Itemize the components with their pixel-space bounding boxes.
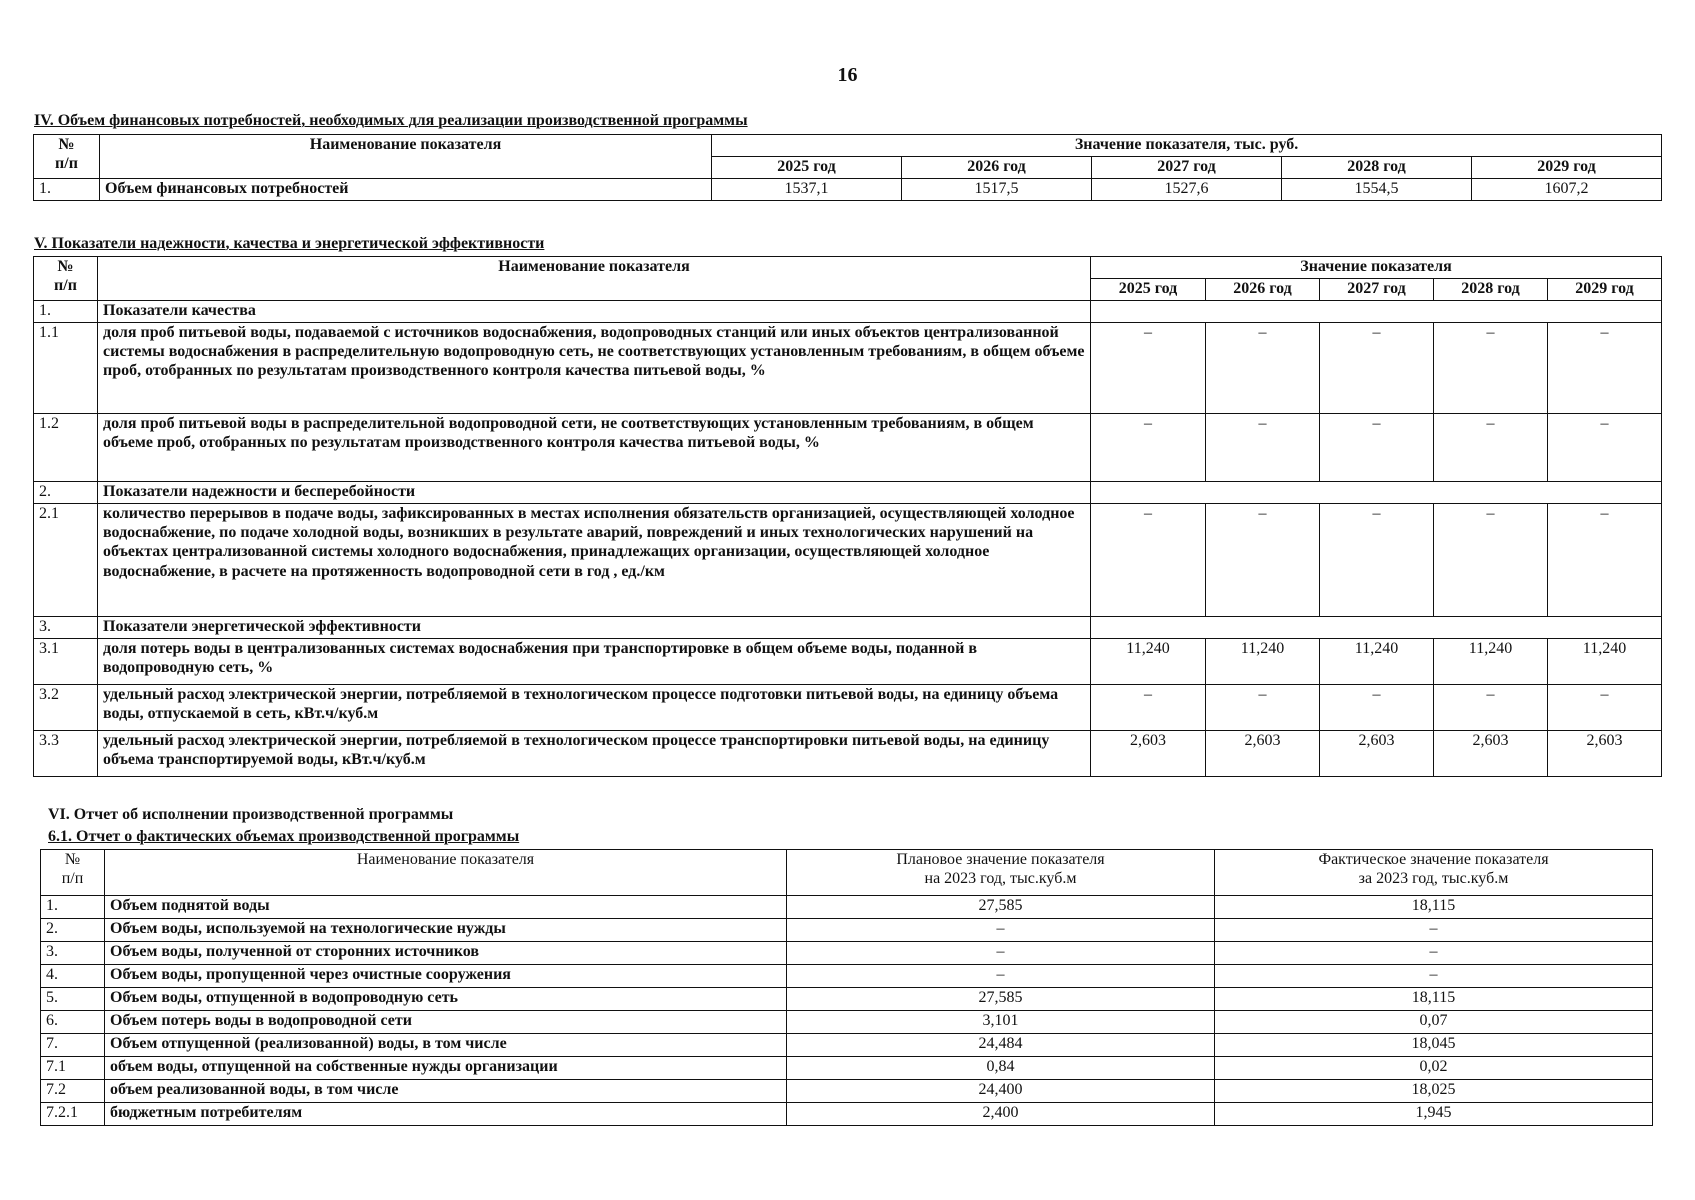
row-number: 1.2 <box>34 414 98 482</box>
row-empty <box>1091 482 1662 504</box>
row-value: 1537,1 <box>712 179 902 201</box>
row-value: – <box>1548 685 1662 731</box>
row-name: Объем воды, используемой на технологические нужды <box>105 919 787 942</box>
row-name: Показатели качества <box>98 301 1091 323</box>
table-row-group <box>34 482 1662 504</box>
row-name: Объем воды, полученной от сторонних источников <box>105 942 787 965</box>
section-6-title: VI. Отчет об исполнении производственной программы <box>48 806 454 823</box>
table-row <box>34 639 1662 685</box>
row-name: бюджетным потребителям <box>105 1103 787 1126</box>
table-row <box>34 504 1662 617</box>
row-value: – <box>1548 504 1662 617</box>
row-fact: 18,115 <box>1215 988 1653 1011</box>
report-table <box>40 849 1653 1126</box>
reliability-table <box>33 256 1662 777</box>
finance-col-name: Наименование показателя <box>100 135 712 179</box>
row-name: Объем отпущенной (реализованной) воды, в том числе <box>105 1034 787 1057</box>
table-row-group <box>34 301 1662 323</box>
row-empty <box>1091 617 1662 639</box>
row-name: удельный расход электрической энергии, потребляемой в технологическом процессе подготовки питьевой воды, на единицу объема воды, отпускаемой в сеть, кВт.ч/куб.м <box>98 685 1091 731</box>
row-value: – <box>1091 504 1206 617</box>
row-value: – <box>1091 323 1206 414</box>
table-row <box>41 919 1653 942</box>
row-value: 2,603 <box>1206 731 1320 777</box>
row-value: 2,603 <box>1548 731 1662 777</box>
row-number: 3. <box>34 617 98 639</box>
finance-year: 2027 год <box>1092 157 1282 179</box>
row-number: 3.1 <box>34 639 98 685</box>
row-plan: 27,585 <box>787 896 1215 919</box>
row-number: 2. <box>34 482 98 504</box>
row-value: 1517,5 <box>902 179 1092 201</box>
row-value: 2,603 <box>1434 731 1548 777</box>
table-row <box>41 896 1653 919</box>
section-5-title: V. Показатели надежности, качества и энергетической эффективности <box>34 235 545 252</box>
section-6-subtitle: 6.1. Отчет о фактических объемах производственной программы <box>48 828 520 845</box>
row-value: 11,240 <box>1434 639 1548 685</box>
row-value: 2,603 <box>1320 731 1434 777</box>
row-fact: – <box>1215 965 1653 988</box>
row-value: – <box>1206 504 1320 617</box>
table-row <box>34 179 1662 201</box>
finance-year: 2026 год <box>902 157 1092 179</box>
row-number: 5. <box>41 988 105 1011</box>
table-row <box>41 988 1653 1011</box>
row-number: 3. <box>41 942 105 965</box>
finance-year: 2029 год <box>1472 157 1662 179</box>
table-row <box>34 731 1662 777</box>
row-plan: – <box>787 942 1215 965</box>
row-value: – <box>1548 414 1662 482</box>
reliability-col-name: Наименование показателя <box>98 257 1091 301</box>
row-plan: 24,484 <box>787 1034 1215 1057</box>
row-value: – <box>1434 414 1548 482</box>
row-fact: 18,025 <box>1215 1080 1653 1103</box>
row-name: Объем поднятой воды <box>105 896 787 919</box>
table-row <box>41 965 1653 988</box>
report-col-no: № п/п <box>41 850 105 896</box>
reliability-year: 2026 год <box>1206 279 1320 301</box>
row-fact: 1,945 <box>1215 1103 1653 1126</box>
reliability-year: 2025 год <box>1091 279 1206 301</box>
row-value: – <box>1434 685 1548 731</box>
row-fact: 0,07 <box>1215 1011 1653 1034</box>
row-value: – <box>1434 323 1548 414</box>
table-row <box>41 1057 1653 1080</box>
row-number: 7. <box>41 1034 105 1057</box>
table-row <box>41 942 1653 965</box>
finance-col-no: № п/п <box>34 135 100 179</box>
row-value: – <box>1320 685 1434 731</box>
row-fact: 18,045 <box>1215 1034 1653 1057</box>
row-value: – <box>1091 414 1206 482</box>
row-value: – <box>1091 685 1206 731</box>
row-number: 7.1 <box>41 1057 105 1080</box>
report-col-name: Наименование показателя <box>105 850 787 896</box>
row-value: – <box>1320 414 1434 482</box>
row-name: Объем финансовых потребностей <box>100 179 712 201</box>
row-value: 11,240 <box>1548 639 1662 685</box>
row-value: – <box>1434 504 1548 617</box>
row-value: 1607,2 <box>1472 179 1662 201</box>
reliability-year: 2027 год <box>1320 279 1434 301</box>
finance-year: 2025 год <box>712 157 902 179</box>
row-number: 2.1 <box>34 504 98 617</box>
row-name: количество перерывов в подаче воды, зафиксированных в местах исполнения обязательств организацией, осуществляющей холодное водоснабжение, по подаче холодной воды, возникших в результате аварий, повреждений и иных технологических нарушений на объектах централизованной системы холодного водоснабжения, принадлежащих организации, осуществляющей холодное водоснабжение, в расчете на протяженность водопроводной сети в год , ед./км <box>98 504 1091 617</box>
row-name: Показатели энергетической эффективности <box>98 617 1091 639</box>
row-number: 7.2.1 <box>41 1103 105 1126</box>
row-plan: 2,400 <box>787 1103 1215 1126</box>
reliability-col-value: Значение показателя <box>1091 257 1662 279</box>
reliability-year: 2028 год <box>1434 279 1548 301</box>
row-number: 1. <box>41 896 105 919</box>
row-plan: 3,101 <box>787 1011 1215 1034</box>
table-row <box>34 414 1662 482</box>
row-value: 11,240 <box>1091 639 1206 685</box>
table-row <box>41 1080 1653 1103</box>
table-row-group <box>34 617 1662 639</box>
row-fact: 18,115 <box>1215 896 1653 919</box>
row-number: 2. <box>41 919 105 942</box>
row-value: – <box>1320 504 1434 617</box>
row-value: 2,603 <box>1091 731 1206 777</box>
row-value: – <box>1206 414 1320 482</box>
row-number: 7.2 <box>41 1080 105 1103</box>
row-name: доля проб питьевой воды в распределительной водопроводной сети, не соответствующих установленным требованиям, в общем объеме проб, отобранных по результатам производственного контроля качества питьевой воды, % <box>98 414 1091 482</box>
table-row <box>41 1034 1653 1057</box>
row-name: доля проб питьевой воды, подаваемой с источников водоснабжения, водопроводных станций или иных объектов централизованной системы водоснабжения в распределительную водопроводную сеть, не соответствующих установленным требованиям, в общем объеме проб, отобранных по результатам производственного контроля качества питьевой воды, % <box>98 323 1091 414</box>
row-number: 3.2 <box>34 685 98 731</box>
row-name: объем реализованной воды, в том числе <box>105 1080 787 1103</box>
row-plan: – <box>787 965 1215 988</box>
row-plan: 27,585 <box>787 988 1215 1011</box>
row-number: 1.1 <box>34 323 98 414</box>
reliability-col-no: № п/п <box>34 257 98 301</box>
row-name: объем воды, отпущенной на собственные нужды организации <box>105 1057 787 1080</box>
row-number: 1. <box>34 301 98 323</box>
table-row <box>34 323 1662 414</box>
row-value: – <box>1548 323 1662 414</box>
row-name: удельный расход электрической энергии, потребляемой в технологическом процессе транспортировки питьевой воды, на единицу объема транспортируемой воды, кВт.ч/куб.м <box>98 731 1091 777</box>
row-value: 11,240 <box>1206 639 1320 685</box>
row-fact: – <box>1215 942 1653 965</box>
row-name: Объем воды, отпущенной в водопроводную сеть <box>105 988 787 1011</box>
row-number: 1. <box>34 179 100 201</box>
row-empty <box>1091 301 1662 323</box>
row-plan: 24,400 <box>787 1080 1215 1103</box>
row-name: Показатели надежности и бесперебойности <box>98 482 1091 504</box>
row-name: Объем воды, пропущенной через очистные сооружения <box>105 965 787 988</box>
row-number: 3.3 <box>34 731 98 777</box>
row-plan: 0,84 <box>787 1057 1215 1080</box>
row-name: доля потерь воды в централизованных системах водоснабжения при транспортировке в общем объеме воды, поданной в водопроводную сеть, % <box>98 639 1091 685</box>
row-number: 4. <box>41 965 105 988</box>
row-fact: 0,02 <box>1215 1057 1653 1080</box>
report-col-fact: Фактическое значение показателя за 2023 год, тыс.куб.м <box>1215 850 1653 896</box>
row-value: – <box>1206 685 1320 731</box>
table-row <box>41 1103 1653 1126</box>
row-fact: – <box>1215 919 1653 942</box>
report-col-plan: Плановое значение показателя на 2023 год, тыс.куб.м <box>787 850 1215 896</box>
table-row <box>34 685 1662 731</box>
row-value: 11,240 <box>1320 639 1434 685</box>
row-name: Объем потерь воды в водопроводной сети <box>105 1011 787 1034</box>
row-value: 1527,6 <box>1092 179 1282 201</box>
row-number: 6. <box>41 1011 105 1034</box>
row-value: – <box>1206 323 1320 414</box>
section-4-title: IV. Объем финансовых потребностей, необходимых для реализации производственной программы <box>34 112 748 129</box>
finance-table <box>33 134 1662 201</box>
row-plan: – <box>787 919 1215 942</box>
finance-col-value: Значение показателя, тыс. руб. <box>712 135 1662 157</box>
table-row <box>41 1011 1653 1034</box>
row-value: – <box>1320 323 1434 414</box>
page-number: 16 <box>837 64 858 86</box>
reliability-year: 2029 год <box>1548 279 1662 301</box>
finance-year: 2028 год <box>1282 157 1472 179</box>
row-value: 1554,5 <box>1282 179 1472 201</box>
